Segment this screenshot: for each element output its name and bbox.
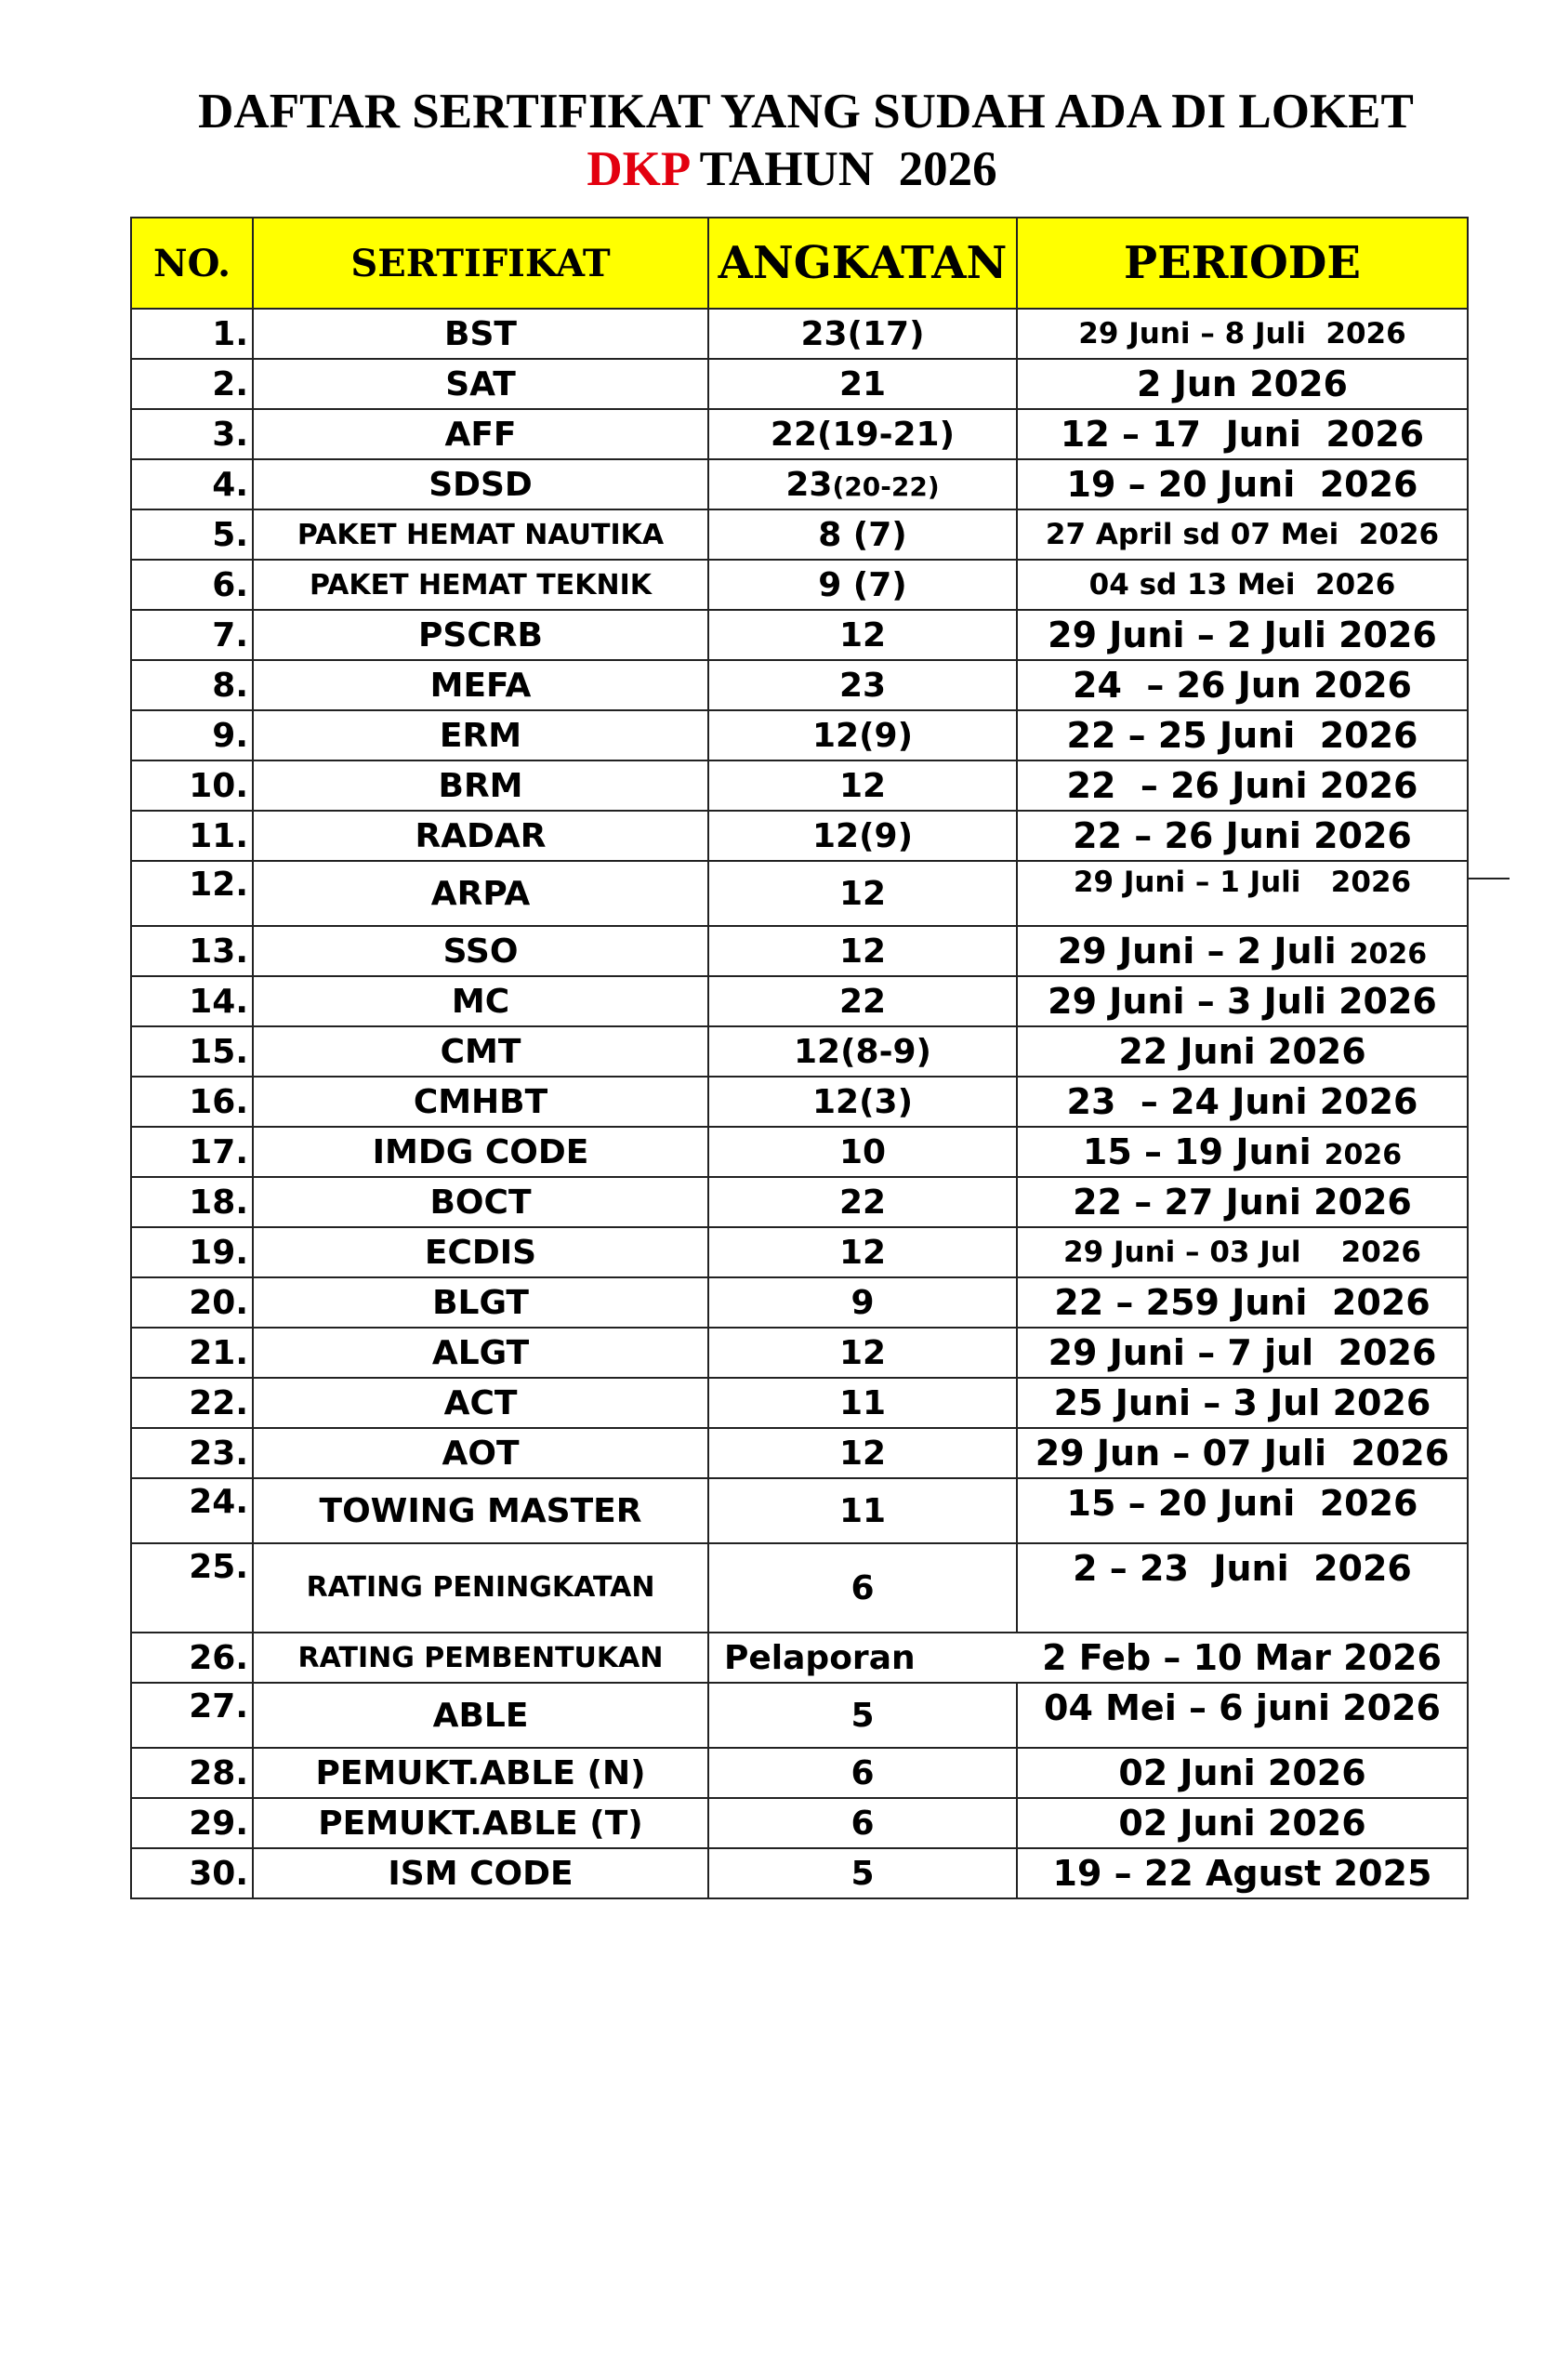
table-row xyxy=(131,359,1468,409)
period-value: 29 Jun – 07 Juli 2026 xyxy=(1017,1428,1468,1478)
batch-value: 12(9) xyxy=(708,811,1017,861)
batch-value: 5 xyxy=(708,1683,1017,1748)
certificate-name: RATING PENINGKATAN xyxy=(253,1543,708,1633)
certificate-name: PEMUKT.ABLE (N) xyxy=(253,1748,708,1798)
table-row xyxy=(131,1277,1468,1328)
certificate-name: RADAR xyxy=(253,811,708,861)
period-value: 22 – 27 Juni 2026 xyxy=(1017,1177,1468,1227)
batch-value: 6 xyxy=(708,1748,1017,1798)
certificate-name: ECDIS xyxy=(253,1227,708,1277)
period-value: 02 Juni 2026 xyxy=(1017,1748,1468,1798)
certificate-name: BST xyxy=(253,309,708,359)
certificate-name: ISM CODE xyxy=(253,1848,708,1898)
row-number: 2. xyxy=(131,359,253,409)
batch-value: 9 (7) xyxy=(708,560,1017,610)
certificate-name: TOWING MASTER xyxy=(253,1478,708,1543)
row-number: 24. xyxy=(131,1478,253,1543)
period-value: 2 Jun 2026 xyxy=(1017,359,1468,409)
batch-value: 5 xyxy=(708,1848,1017,1898)
certificate-name: CMHBT xyxy=(253,1077,708,1127)
period-value: 29 Juni – 2 Juli 2026 xyxy=(1017,610,1468,660)
table-row xyxy=(131,1378,1468,1428)
certificate-name: RATING PEMBENTUKAN xyxy=(253,1633,708,1683)
batch-value: 22 xyxy=(708,976,1017,1026)
table-header-row xyxy=(131,218,1468,309)
row-number: 30. xyxy=(131,1848,253,1898)
period-year: 2026 xyxy=(1349,938,1428,971)
batch-value: 12 xyxy=(708,760,1017,811)
row-number: 9. xyxy=(131,710,253,760)
period-value: 29 Juni – 1 Juli 2026 xyxy=(1017,861,1468,926)
table-row xyxy=(131,610,1468,660)
header-periode: PERIODE xyxy=(1017,218,1468,309)
certificate-name: ACT xyxy=(253,1378,708,1428)
table-row xyxy=(131,1227,1468,1277)
period-value: 2 Feb – 10 Mar 2026 xyxy=(1017,1633,1468,1683)
certificate-name: ALGT xyxy=(253,1328,708,1378)
period-value: 29 Juni – 3 Juli 2026 xyxy=(1017,976,1468,1026)
row-number: 18. xyxy=(131,1177,253,1227)
period-value: 27 April sd 07 Mei 2026 xyxy=(1017,509,1468,560)
certificate-name: PAKET HEMAT NAUTIKA xyxy=(253,509,708,560)
period-value: 22 – 26 Juni 2026 xyxy=(1017,811,1468,861)
row-number: 15. xyxy=(131,1026,253,1077)
batch-value: 6 xyxy=(708,1543,1017,1633)
certificate-name: PEMUKT.ABLE (T) xyxy=(253,1798,708,1848)
batch-value: 23(17) xyxy=(708,309,1017,359)
period-value: 29 Juni – 2 Juli xyxy=(1057,931,1337,972)
period-value: 02 Juni 2026 xyxy=(1017,1798,1468,1848)
period-value: 22 – 26 Juni 2026 xyxy=(1017,760,1468,811)
document-title: DAFTAR SERTIFIKAT YANG SUDAH ADA DI LOKET xyxy=(198,85,1414,139)
row-number: 13. xyxy=(131,926,253,976)
batch-value: 12(3) xyxy=(708,1077,1017,1127)
certificate-name: MEFA xyxy=(253,660,708,710)
batch-value: Pelaporan xyxy=(708,1633,1017,1683)
batch-sub-value: (20-22) xyxy=(832,470,940,502)
certificate-name: ABLE xyxy=(253,1683,708,1748)
batch-value: 12 xyxy=(708,1328,1017,1378)
table-row xyxy=(131,1848,1468,1898)
period-value: 04 Mei – 6 juni 2026 xyxy=(1017,1683,1468,1748)
row-number: 4. xyxy=(131,459,253,509)
table-row xyxy=(131,1543,1468,1633)
batch-value: 10 xyxy=(708,1127,1017,1177)
row-number: 11. xyxy=(131,811,253,861)
table-row xyxy=(131,710,1468,760)
certificate-name: AFF xyxy=(253,409,708,459)
batch-value: 12(9) xyxy=(708,710,1017,760)
certificate-name: ARPA xyxy=(253,861,708,926)
table-row xyxy=(131,1177,1468,1227)
table-row xyxy=(131,760,1468,811)
batch-value: 12 xyxy=(708,1428,1017,1478)
table-row xyxy=(131,509,1468,560)
certificate-name: BLGT xyxy=(253,1277,708,1328)
table-row xyxy=(131,1077,1468,1127)
header-angkatan: ANGKATAN xyxy=(708,218,1017,309)
row-number: 28. xyxy=(131,1748,253,1798)
row-number: 19. xyxy=(131,1227,253,1277)
table-row xyxy=(131,459,1468,509)
certificate-name: SDSD xyxy=(253,459,708,509)
stray-line xyxy=(1467,878,1510,879)
period-value: 22 – 259 Juni 2026 xyxy=(1017,1277,1468,1328)
period-value: 04 sd 13 Mei 2026 xyxy=(1017,560,1468,610)
table-row xyxy=(131,1683,1468,1748)
period-value: 12 – 17 Juni 2026 xyxy=(1017,409,1468,459)
subtitle-year: TAHUN 2026 xyxy=(688,142,997,196)
table-row xyxy=(131,660,1468,710)
row-number: 12. xyxy=(131,861,253,926)
certificate-name: MC xyxy=(253,976,708,1026)
table-row xyxy=(131,811,1468,861)
period-value: 23 – 24 Juni 2026 xyxy=(1017,1077,1468,1127)
batch-value: 12 xyxy=(708,610,1017,660)
period-cell xyxy=(1017,1127,1468,1177)
row-number: 8. xyxy=(131,660,253,710)
row-number: 5. xyxy=(131,509,253,560)
document-subtitle xyxy=(0,141,1556,197)
period-value: 15 – 19 Juni xyxy=(1082,1131,1312,1172)
table-row xyxy=(131,926,1468,976)
certificate-name: BOCT xyxy=(253,1177,708,1227)
certificate-name: AOT xyxy=(253,1428,708,1478)
table-row xyxy=(131,1127,1468,1177)
table-row xyxy=(131,1798,1468,1848)
period-value: 29 Juni – 8 Juli 2026 xyxy=(1017,309,1468,359)
row-number: 17. xyxy=(131,1127,253,1177)
period-value: 24 – 26 Jun 2026 xyxy=(1017,660,1468,710)
certificate-name: BRM xyxy=(253,760,708,811)
table-row xyxy=(131,1328,1468,1378)
table-row xyxy=(131,560,1468,610)
certificate-name: IMDG CODE xyxy=(253,1127,708,1177)
row-number: 1. xyxy=(131,309,253,359)
batch-value: 6 xyxy=(708,1798,1017,1848)
batch-value: 12 xyxy=(708,1227,1017,1277)
period-value: 29 Juni – 7 jul 2026 xyxy=(1017,1328,1468,1378)
batch-value: 23 xyxy=(785,465,833,504)
row-number: 25. xyxy=(131,1543,253,1633)
batch-value: 9 xyxy=(708,1277,1017,1328)
certificate-name: PSCRB xyxy=(253,610,708,660)
row-number: 16. xyxy=(131,1077,253,1127)
certificate-name: ERM xyxy=(253,710,708,760)
row-number: 20. xyxy=(131,1277,253,1328)
row-number: 21. xyxy=(131,1328,253,1378)
table-row xyxy=(131,309,1468,359)
batch-value: 21 xyxy=(708,359,1017,409)
header-no: NO. xyxy=(131,218,253,309)
certificate-name: SSO xyxy=(253,926,708,976)
table-row xyxy=(131,1633,1468,1683)
batch-value: 22(19-21) xyxy=(708,409,1017,459)
batch-value: 12(8-9) xyxy=(708,1026,1017,1077)
table-row xyxy=(131,1748,1468,1798)
row-number: 29. xyxy=(131,1798,253,1848)
period-cell xyxy=(1017,926,1468,976)
header-sertifikat: SERTIFIKAT xyxy=(253,218,708,309)
org-acronym: DKP xyxy=(587,142,689,196)
row-number: 27. xyxy=(131,1683,253,1748)
row-number: 6. xyxy=(131,560,253,610)
row-number: 7. xyxy=(131,610,253,660)
batch-value: 8 (7) xyxy=(708,509,1017,560)
table-row xyxy=(131,1026,1468,1077)
certificate-name: PAKET HEMAT TEKNIK xyxy=(253,560,708,610)
period-value: 25 Juni – 3 Jul 2026 xyxy=(1017,1378,1468,1428)
row-number: 23. xyxy=(131,1428,253,1478)
row-number: 22. xyxy=(131,1378,253,1428)
batch-value: 12 xyxy=(708,926,1017,976)
period-value: 19 – 22 Agust 2025 xyxy=(1017,1848,1468,1898)
period-value: 19 – 20 Juni 2026 xyxy=(1017,459,1468,509)
batch-cell xyxy=(708,459,1017,509)
certificate-table xyxy=(130,217,1469,1899)
period-value: 15 – 20 Juni 2026 xyxy=(1017,1478,1468,1543)
batch-value: 12 xyxy=(708,861,1017,926)
row-number: 14. xyxy=(131,976,253,1026)
batch-value: 22 xyxy=(708,1177,1017,1227)
row-number: 10. xyxy=(131,760,253,811)
batch-value: 11 xyxy=(708,1378,1017,1428)
table-row xyxy=(131,1478,1468,1543)
row-number: 26. xyxy=(131,1633,253,1683)
period-value: 29 Juni – 03 Jul 2026 xyxy=(1017,1227,1468,1277)
certificate-name: SAT xyxy=(253,359,708,409)
table-row xyxy=(131,1428,1468,1478)
row-number: 3. xyxy=(131,409,253,459)
period-year: 2026 xyxy=(1324,1139,1403,1171)
table-row xyxy=(131,861,1468,926)
batch-value: 23 xyxy=(708,660,1017,710)
period-value: 22 – 25 Juni 2026 xyxy=(1017,710,1468,760)
batch-value: 11 xyxy=(708,1478,1017,1543)
certificate-name: CMT xyxy=(253,1026,708,1077)
period-value: 2 – 23 Juni 2026 xyxy=(1017,1543,1468,1633)
table-row xyxy=(131,976,1468,1026)
table-row xyxy=(131,409,1468,459)
period-value: 22 Juni 2026 xyxy=(1017,1026,1468,1077)
